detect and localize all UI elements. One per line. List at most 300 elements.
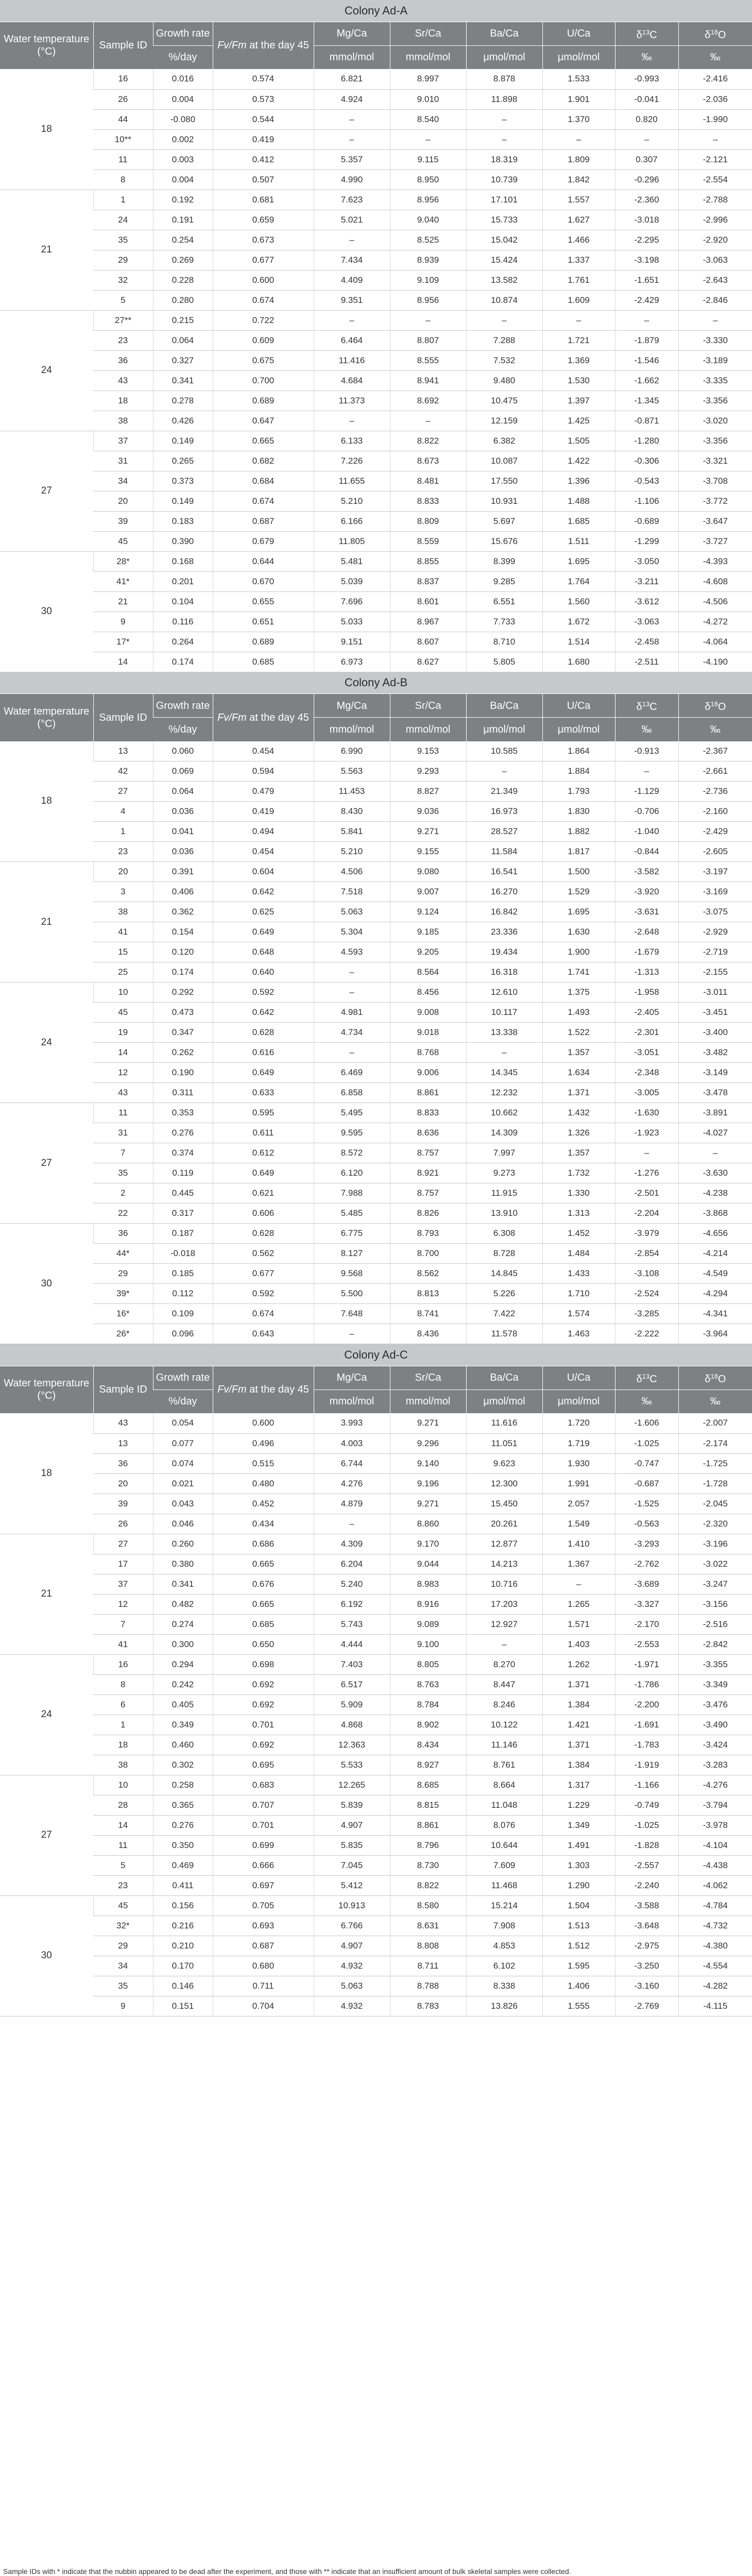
table-row — [0, 761, 752, 782]
cell-mgca: 5.909 — [314, 1694, 390, 1715]
cell-mgca: 9.568 — [314, 1264, 390, 1284]
cell-d18o: -4.784 — [678, 1895, 752, 1916]
cell-srca: 9.271 — [390, 822, 466, 842]
cell-srca: 8.757 — [390, 1143, 466, 1163]
cell-srca: 9.007 — [390, 882, 466, 902]
cell-sample-id: 35 — [93, 230, 153, 250]
cell-uca: 1.522 — [542, 1023, 615, 1043]
cell-d18o: -3.349 — [678, 1674, 752, 1694]
cell-fvfm: 0.680 — [213, 1956, 314, 1976]
cell-baca: 10.931 — [466, 491, 542, 511]
cell-uca: 1.529 — [542, 882, 615, 902]
cell-fvfm: 0.674 — [213, 491, 314, 511]
table-row — [0, 471, 752, 491]
cell-growth-rate: 0.365 — [153, 1795, 213, 1815]
cell-sample-id: 4 — [93, 802, 153, 822]
cell-fvfm: 0.640 — [213, 962, 314, 982]
cell-srca: 8.564 — [390, 962, 466, 982]
cell-uca: 1.512 — [542, 1936, 615, 1956]
cell-mgca: 6.120 — [314, 1163, 390, 1183]
cell-d18o: – — [678, 310, 752, 330]
cell-mgca: 4.444 — [314, 1634, 390, 1654]
cell-sample-id: 22 — [93, 1204, 153, 1224]
cell-uca: 1.991 — [542, 1473, 615, 1494]
cell-d13c: -2.204 — [615, 1204, 678, 1224]
cell-baca: – — [466, 310, 542, 330]
cell-growth-rate: 0.482 — [153, 1594, 213, 1614]
cell-growth-rate: 0.036 — [153, 802, 213, 822]
cell-srca: 8.711 — [390, 1956, 466, 1976]
cell-mgca: – — [314, 109, 390, 129]
cell-fvfm: 0.674 — [213, 290, 314, 310]
table-row — [0, 1473, 752, 1494]
cell-baca: 12.300 — [466, 1473, 542, 1494]
cell-srca: 8.685 — [390, 1775, 466, 1795]
cell-uca: – — [542, 129, 615, 149]
cell-mgca: – — [314, 1043, 390, 1063]
colony-title: Colony Ad-C — [0, 1344, 752, 1366]
cell-baca: 19.434 — [466, 942, 542, 962]
cell-d18o: -3.400 — [678, 1023, 752, 1043]
cell-mgca: 7.226 — [314, 451, 390, 471]
cell-baca: 4.853 — [466, 1936, 542, 1956]
water-temperature-cell: 27 — [0, 1775, 93, 1895]
table-row — [0, 571, 752, 591]
cell-growth-rate: 0.405 — [153, 1694, 213, 1715]
cell-srca: 9.040 — [390, 210, 466, 230]
cell-uca: 1.634 — [542, 1063, 615, 1083]
cell-fvfm: 0.674 — [213, 1304, 314, 1324]
cell-baca: 10.644 — [466, 1835, 542, 1855]
cell-d13c: -2.222 — [615, 1324, 678, 1344]
cell-mgca: 5.210 — [314, 491, 390, 511]
cell-growth-rate: 0.191 — [153, 210, 213, 230]
cell-d18o: -3.149 — [678, 1063, 752, 1083]
cell-d18o: -4.438 — [678, 1855, 752, 1875]
cell-sample-id: 34 — [93, 471, 153, 491]
cell-d18o: – — [678, 1143, 752, 1163]
cell-baca: 7.609 — [466, 1855, 542, 1875]
cell-growth-rate: 0.041 — [153, 822, 213, 842]
header-d18o-prefix: δ — [705, 29, 711, 41]
header-baca-unit: μmol/mol — [466, 45, 542, 69]
cell-growth-rate: 0.228 — [153, 270, 213, 290]
cell-growth-rate: 0.156 — [153, 1895, 213, 1916]
cell-mgca: 5.240 — [314, 1574, 390, 1594]
cell-baca: 8.246 — [466, 1694, 542, 1715]
cell-mgca: 6.192 — [314, 1594, 390, 1614]
cell-d18o: -3.156 — [678, 1594, 752, 1614]
cell-mgca: – — [314, 1324, 390, 1344]
cell-baca: 17.550 — [466, 471, 542, 491]
cell-d13c: -0.747 — [615, 1453, 678, 1473]
cell-fvfm: 0.649 — [213, 1063, 314, 1083]
cell-baca: 15.214 — [466, 1895, 542, 1916]
header-uca: U/Ca — [542, 694, 615, 718]
cell-growth-rate: 0.262 — [153, 1043, 213, 1063]
cell-fvfm: 0.685 — [213, 1614, 314, 1634]
cell-d18o: -3.630 — [678, 1163, 752, 1183]
cell-sample-id: 36 — [93, 1453, 153, 1473]
cell-srca: 8.636 — [390, 1123, 466, 1143]
cell-mgca: – — [314, 310, 390, 330]
cell-sample-id: 15 — [93, 942, 153, 962]
cell-srca: 8.788 — [390, 1976, 466, 1996]
cell-growth-rate: 0.190 — [153, 1063, 213, 1083]
cell-d13c: -2.348 — [615, 1063, 678, 1083]
cell-sample-id: 20 — [93, 1473, 153, 1494]
cell-mgca: 3.993 — [314, 1413, 390, 1433]
table-row — [0, 411, 752, 431]
header-d18o-sup: 18 — [710, 28, 718, 36]
header-sample-id: Sample ID — [93, 1366, 153, 1413]
table-row — [0, 882, 752, 902]
cell-fvfm: 0.700 — [213, 370, 314, 391]
cell-srca: 9.196 — [390, 1473, 466, 1494]
header-d18o-unit: ‰ — [678, 45, 752, 69]
cell-baca: 11.048 — [466, 1795, 542, 1815]
cell-growth-rate: 0.274 — [153, 1614, 213, 1634]
cell-srca: 8.902 — [390, 1715, 466, 1735]
cell-d18o: -3.022 — [678, 1554, 752, 1574]
cell-fvfm: 0.689 — [213, 632, 314, 652]
cell-mgca: 5.063 — [314, 902, 390, 922]
cell-growth-rate: 0.064 — [153, 782, 213, 802]
cell-fvfm: 0.452 — [213, 1494, 314, 1514]
cell-d13c: -1.276 — [615, 1163, 678, 1183]
cell-d18o: -4.272 — [678, 612, 752, 632]
cell-baca: 13.338 — [466, 1023, 542, 1043]
cell-fvfm: 0.592 — [213, 1284, 314, 1304]
cell-uca: 1.571 — [542, 1614, 615, 1634]
header-d18o-prefix: δ — [705, 701, 711, 713]
header-baca: Ba/Ca — [466, 1366, 542, 1389]
cell-growth-rate: 0.004 — [153, 170, 213, 190]
cell-sample-id: 45 — [93, 1003, 153, 1023]
cell-uca: 1.290 — [542, 1875, 615, 1895]
cell-mgca: 6.990 — [314, 741, 390, 761]
table-row — [0, 1494, 752, 1514]
cell-fvfm: 0.633 — [213, 1083, 314, 1103]
cell-srca: 8.555 — [390, 350, 466, 370]
water-temperature-cell: 18 — [0, 1413, 93, 1534]
header-uca-unit: μmol/mol — [542, 1389, 615, 1413]
cell-d13c: -2.769 — [615, 1996, 678, 2016]
cell-fvfm: 0.692 — [213, 1735, 314, 1755]
cell-baca: 8.338 — [466, 1976, 542, 1996]
cell-growth-rate: 0.187 — [153, 1224, 213, 1244]
cell-uca: 1.793 — [542, 782, 615, 802]
cell-growth-rate: 0.109 — [153, 1304, 213, 1324]
cell-sample-id: 31 — [93, 451, 153, 471]
cell-d18o: -3.330 — [678, 330, 752, 350]
cell-sample-id: 28* — [93, 551, 153, 571]
cell-sample-id: 10** — [93, 129, 153, 149]
cell-uca: 1.317 — [542, 1775, 615, 1795]
cell-srca: 8.827 — [390, 782, 466, 802]
cell-d18o: -2.661 — [678, 761, 752, 782]
cell-growth-rate: 0.300 — [153, 1634, 213, 1654]
cell-fvfm: 0.644 — [213, 551, 314, 571]
header-mgca: Mg/Ca — [314, 1366, 390, 1389]
header-d13c-sup: 13 — [642, 28, 650, 36]
cell-d13c: -2.648 — [615, 922, 678, 942]
header-uca: U/Ca — [542, 22, 615, 45]
cell-d13c: -2.501 — [615, 1183, 678, 1204]
cell-fvfm: 0.604 — [213, 862, 314, 882]
table-row — [0, 170, 752, 190]
cell-d13c: -3.108 — [615, 1264, 678, 1284]
header-d18o-suffix: O — [717, 701, 726, 713]
cell-d18o: -3.868 — [678, 1204, 752, 1224]
header-uca-unit: μmol/mol — [542, 45, 615, 69]
cell-fvfm: 0.676 — [213, 1574, 314, 1594]
cell-d13c: -0.871 — [615, 411, 678, 431]
cell-srca: 8.916 — [390, 1594, 466, 1614]
cell-growth-rate: 0.242 — [153, 1674, 213, 1694]
cell-uca: 1.864 — [542, 741, 615, 761]
table-row — [0, 551, 752, 571]
table-row — [0, 1413, 752, 1433]
cell-fvfm: 0.693 — [213, 1916, 314, 1936]
table-row — [0, 129, 752, 149]
header-d18o — [678, 694, 752, 718]
cell-mgca: 11.453 — [314, 782, 390, 802]
cell-mgca: 12.265 — [314, 1775, 390, 1795]
cell-uca: 1.732 — [542, 1163, 615, 1183]
cell-mgca: 9.595 — [314, 1123, 390, 1143]
cell-fvfm: 0.594 — [213, 761, 314, 782]
cell-srca: 8.562 — [390, 1264, 466, 1284]
cell-sample-id: 9 — [93, 1996, 153, 2016]
header-d18o — [678, 1366, 752, 1389]
cell-uca: 1.511 — [542, 531, 615, 551]
cell-baca: 10.662 — [466, 1103, 542, 1123]
cell-d18o: -2.920 — [678, 230, 752, 250]
cell-d13c: -2.240 — [615, 1875, 678, 1895]
cell-baca: 7.288 — [466, 330, 542, 350]
cell-sample-id: 32 — [93, 270, 153, 290]
cell-fvfm: 0.595 — [213, 1103, 314, 1123]
cell-d13c: -2.854 — [615, 1244, 678, 1264]
table-row — [0, 902, 752, 922]
table-row — [0, 862, 752, 882]
cell-baca: 8.878 — [466, 69, 542, 89]
cell-baca: 11.584 — [466, 842, 542, 862]
cell-srca: 8.434 — [390, 1735, 466, 1755]
cell-baca: 10.739 — [466, 170, 542, 190]
cell-uca: 1.421 — [542, 1715, 615, 1735]
cell-mgca: 4.409 — [314, 270, 390, 290]
cell-srca: 9.036 — [390, 802, 466, 822]
cell-growth-rate: 0.302 — [153, 1755, 213, 1775]
cell-baca: 16.541 — [466, 862, 542, 882]
cell-d13c: -0.913 — [615, 741, 678, 761]
cell-mgca: 5.210 — [314, 842, 390, 862]
cell-fvfm: 0.609 — [213, 330, 314, 350]
cell-fvfm: 0.625 — [213, 902, 314, 922]
cell-sample-id: 31 — [93, 1123, 153, 1143]
cell-srca: 9.155 — [390, 842, 466, 862]
table-row — [0, 1976, 752, 1996]
cell-d13c: -3.160 — [615, 1976, 678, 1996]
cell-d18o: -2.429 — [678, 822, 752, 842]
table-row — [0, 1264, 752, 1284]
cell-srca: 8.833 — [390, 1103, 466, 1123]
header-fvfm — [213, 1366, 314, 1413]
cell-baca: 11.898 — [466, 89, 542, 109]
water-temperature-cell: 18 — [0, 69, 93, 190]
cell-d13c: -2.301 — [615, 1023, 678, 1043]
cell-d18o: -4.554 — [678, 1956, 752, 1976]
cell-d13c: -1.879 — [615, 330, 678, 350]
cell-uca: 1.484 — [542, 1244, 615, 1264]
header-mgca: Mg/Ca — [314, 694, 390, 718]
cell-fvfm: 0.685 — [213, 652, 314, 672]
water-temperature-cell: 27 — [0, 431, 93, 551]
cell-baca: 9.273 — [466, 1163, 542, 1183]
table-row — [0, 1634, 752, 1654]
cell-d18o: -3.478 — [678, 1083, 752, 1103]
header-d13c — [615, 694, 678, 718]
cell-srca: 9.185 — [390, 922, 466, 942]
cell-d13c: – — [615, 129, 678, 149]
table-row — [0, 741, 752, 761]
cell-uca: 1.830 — [542, 802, 615, 822]
cell-srca: 8.673 — [390, 451, 466, 471]
cell-d13c: – — [615, 761, 678, 782]
cell-sample-id: 37 — [93, 431, 153, 451]
cell-mgca: 7.518 — [314, 882, 390, 902]
table-row — [0, 822, 752, 842]
cell-growth-rate: 0.380 — [153, 1554, 213, 1574]
table-row — [0, 1895, 752, 1916]
cell-fvfm: 0.650 — [213, 1634, 314, 1654]
cell-d13c: -2.200 — [615, 1694, 678, 1715]
cell-mgca: 4.907 — [314, 1815, 390, 1835]
cell-d18o: -4.115 — [678, 1996, 752, 2016]
table-row — [0, 1244, 752, 1264]
cell-srca: 9.271 — [390, 1494, 466, 1514]
cell-growth-rate: 0.216 — [153, 1916, 213, 1936]
cell-srca: 8.580 — [390, 1895, 466, 1916]
cell-uca: 1.369 — [542, 350, 615, 370]
cell-baca: 12.927 — [466, 1614, 542, 1634]
cell-mgca: 4.932 — [314, 1956, 390, 1976]
cell-baca: 15.676 — [466, 531, 542, 551]
cell-srca: 8.855 — [390, 551, 466, 571]
cell-srca: 8.805 — [390, 1654, 466, 1674]
cell-growth-rate: 0.215 — [153, 310, 213, 330]
table-row — [0, 1694, 752, 1715]
cell-uca: 1.764 — [542, 571, 615, 591]
cell-growth-rate: 0.292 — [153, 982, 213, 1003]
cell-d18o: -3.794 — [678, 1795, 752, 1815]
cell-fvfm: 0.454 — [213, 842, 314, 862]
header-d13c-prefix: δ — [636, 701, 642, 713]
cell-d13c: -1.958 — [615, 982, 678, 1003]
cell-baca: 9.285 — [466, 571, 542, 591]
cell-srca: 8.768 — [390, 1043, 466, 1063]
cell-baca: – — [466, 1043, 542, 1063]
cell-uca: 1.403 — [542, 1634, 615, 1654]
cell-sample-id: 18 — [93, 1735, 153, 1755]
header-d18o-unit: ‰ — [678, 718, 752, 741]
cell-d13c: -0.041 — [615, 89, 678, 109]
cell-baca: 11.616 — [466, 1413, 542, 1433]
cell-d18o: -4.190 — [678, 652, 752, 672]
cell-d18o: -4.214 — [678, 1244, 752, 1264]
cell-srca: 8.601 — [390, 591, 466, 612]
table-row — [0, 1654, 752, 1674]
table-row — [0, 1916, 752, 1936]
cell-baca: 16.270 — [466, 882, 542, 902]
cell-baca: – — [466, 109, 542, 129]
cell-d13c: -1.679 — [615, 942, 678, 962]
cell-d13c: -3.327 — [615, 1594, 678, 1614]
cell-sample-id: 38 — [93, 902, 153, 922]
cell-baca: 10.475 — [466, 391, 542, 411]
cell-baca: 11.146 — [466, 1735, 542, 1755]
cell-d13c: -2.553 — [615, 1634, 678, 1654]
cell-sample-id: 17 — [93, 1554, 153, 1574]
cell-mgca: 7.648 — [314, 1304, 390, 1324]
cell-growth-rate: 0.069 — [153, 761, 213, 782]
cell-mgca: 5.039 — [314, 571, 390, 591]
cell-uca: 1.357 — [542, 1143, 615, 1163]
cell-sample-id: 11 — [93, 1103, 153, 1123]
cell-srca: 8.822 — [390, 431, 466, 451]
header-growth-rate-unit: %/day — [153, 718, 213, 741]
cell-sample-id: 34 — [93, 1956, 153, 1976]
cell-mgca: 11.416 — [314, 350, 390, 370]
cell-growth-rate: 0.096 — [153, 1324, 213, 1344]
cell-d18o: -2.842 — [678, 1634, 752, 1654]
cell-d18o: -3.075 — [678, 902, 752, 922]
cell-growth-rate: 0.201 — [153, 571, 213, 591]
cell-uca: 1.685 — [542, 511, 615, 531]
table-row — [0, 330, 752, 350]
header-baca: Ba/Ca — [466, 694, 542, 718]
cell-fvfm: 0.600 — [213, 1413, 314, 1433]
cell-d13c: -2.524 — [615, 1284, 678, 1304]
cell-mgca: 5.021 — [314, 210, 390, 230]
cell-fvfm: 0.655 — [213, 591, 314, 612]
cell-uca: 2.057 — [542, 1494, 615, 1514]
cell-d18o: -3.321 — [678, 451, 752, 471]
cell-growth-rate: 0.341 — [153, 370, 213, 391]
table-row — [0, 391, 752, 411]
cell-baca: 17.101 — [466, 190, 542, 210]
cell-srca: 9.018 — [390, 1023, 466, 1043]
cell-uca: 1.491 — [542, 1835, 615, 1855]
cell-srca: 8.559 — [390, 531, 466, 551]
cell-mgca: 6.464 — [314, 330, 390, 350]
cell-baca: 8.076 — [466, 1815, 542, 1835]
table-row — [0, 1003, 752, 1023]
cell-fvfm: 0.643 — [213, 1324, 314, 1344]
cell-sample-id: 10 — [93, 1775, 153, 1795]
cell-mgca: 4.981 — [314, 1003, 390, 1023]
cell-mgca: 5.033 — [314, 612, 390, 632]
cell-d18o: -2.416 — [678, 69, 752, 89]
header-d13c — [615, 22, 678, 45]
cell-growth-rate: 0.258 — [153, 1775, 213, 1795]
cell-mgca: 4.276 — [314, 1473, 390, 1494]
cell-sample-id: 9 — [93, 612, 153, 632]
cell-d18o: -4.294 — [678, 1284, 752, 1304]
table-row — [0, 1775, 752, 1795]
